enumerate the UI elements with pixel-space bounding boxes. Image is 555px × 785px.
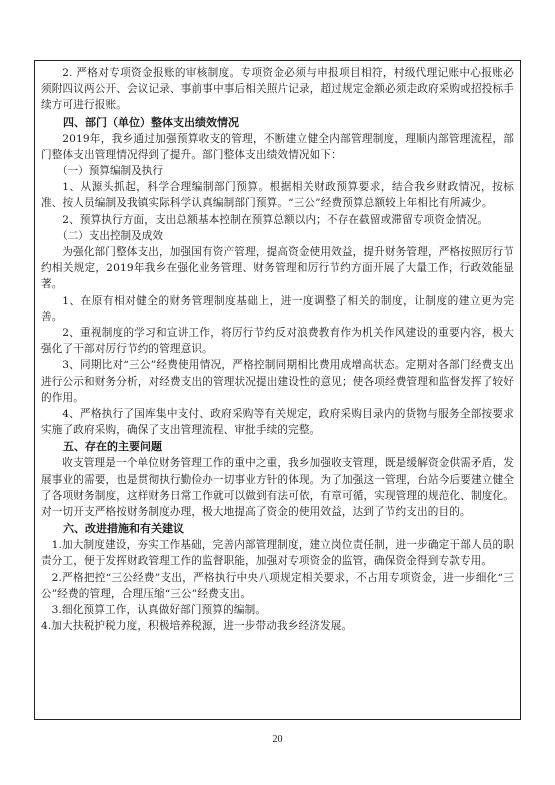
page-number: 20 (272, 734, 283, 745)
paragraph-suggestion-4: 4.加大扶税护税力度，积极培养税源，进一步带动我乡经济发展。 (41, 620, 353, 633)
paragraph-control-4: 4、严格执行了国库集中支付、政府采购等有关规定，政府采购目录内的货物与服务全部按要求实施了政府采购，确保了支出管理流程、审批手续的完整。 (41, 408, 514, 437)
paragraph-suggestion-2: 2.严格把控“三公经费”支出，严格执行中央八项规定相关要求，不占用专项资金，进一步细化“三公”经费的管理，合理压缩“三公”经费支出。 (41, 571, 514, 600)
section-5-heading: 五、存在的主要问题 (63, 440, 162, 454)
paragraph-problems: 收支管理是一个单位财务管理工作的重中之重，我乡加强收支管理，既是缓解资金供需矛盾，发展事业的需要，也是贯彻执行勤俭办一切事业方针的体现。为了加强这一管理，台站今后要建立健全了各项财务制度，这样财务日常工作就可以做到有法可依，有章可循，实现管理的规范化、制度化。对一切开支严格按财务制度办理，极大地提高了资金的使用效益，达到了节约支出的目的。 (41, 457, 514, 519)
paragraph-suggestion-1: 1.加大制度建设，夯实工作基础，完善内部管理制度，建立岗位责任制，进一步确定干部人员的职责分工，便于发挥财政管理工作的监督职能，加强对专项资金的监管，确保资金得到专款专用。 (41, 539, 514, 568)
paragraph-control-3: 3、同期比对“三公”经费使用情况，严格控制同期相比费用成增高状态。定期对各部门经费支出进行公示和财务分析，对经费支出的管理状况提出建设性的意见；使各项经费管理和监督发挥了较好的作用。 (41, 359, 514, 404)
paragraph-control-intro: 为强化部门整体支出，加强国有资产管理，提高资金使用效益，提升财务管理，严格按照厉行节约相关规定，2019年我乡在强化业务管理、财务管理和厉行节约方面开展了大量工作，行政效能显著。 (41, 246, 514, 291)
section-6-heading: 六、改进措施和有关建议 (63, 522, 184, 536)
paragraph-audit-system: 2. 严格对专项资金报账的审核制度。专项资金必须与申报项目相符，村级代理记账中心报账必须附四议两公开、会议记录、事前事中事后相关照片记录，超过规定金额必须走政府采购或招投标手续方可进行报账。 (41, 67, 514, 112)
paragraph-budget-2: 2、预算执行方面，支出总额基本控制在预算总额以内；不存在截留或滞留专项资金情况。 (62, 213, 489, 226)
subsection-control-heading: （二）支出控制及成效 (57, 229, 163, 242)
report-table-cell (34, 60, 521, 720)
paragraph-suggestion-3: 3.细化预算工作，认真做好部门预算的编制。 (51, 604, 267, 617)
paragraph-budget-1: 1、从源头抓起，科学合理编制部门预算。根据相关财政预算要求，结合我乡财政情况，按标准、按人员编制及我镇实际科学认真编制部门预算。“三公”经费预算总额较上年相比有所减少。 (41, 181, 514, 210)
section-4-heading: 四、部门（单位）整体支出绩效情况 (63, 115, 239, 129)
paragraph-control-1: 1、在原有相对健全的财务管理制度基础上，进一度调整了相关的制度，让制度的建立更为完善。 (41, 294, 514, 323)
subsection-budget-heading: （一）预算编制及执行 (57, 165, 163, 178)
paragraph-control-2: 2、重视制度的学习和宣讲工作，将厉行节约反对浪费教育作为机关作风建设的重要内容，极大强化了干部对厉行节约的管理意识。 (41, 327, 514, 356)
section-4-intro: 2019年，我乡通过加强预算收支的管理，不断建立健全内部管理制度，理顺内部管理流程，部门整体支出管理情况得到了提升。部门整体支出绩效情况如下： (41, 132, 514, 161)
